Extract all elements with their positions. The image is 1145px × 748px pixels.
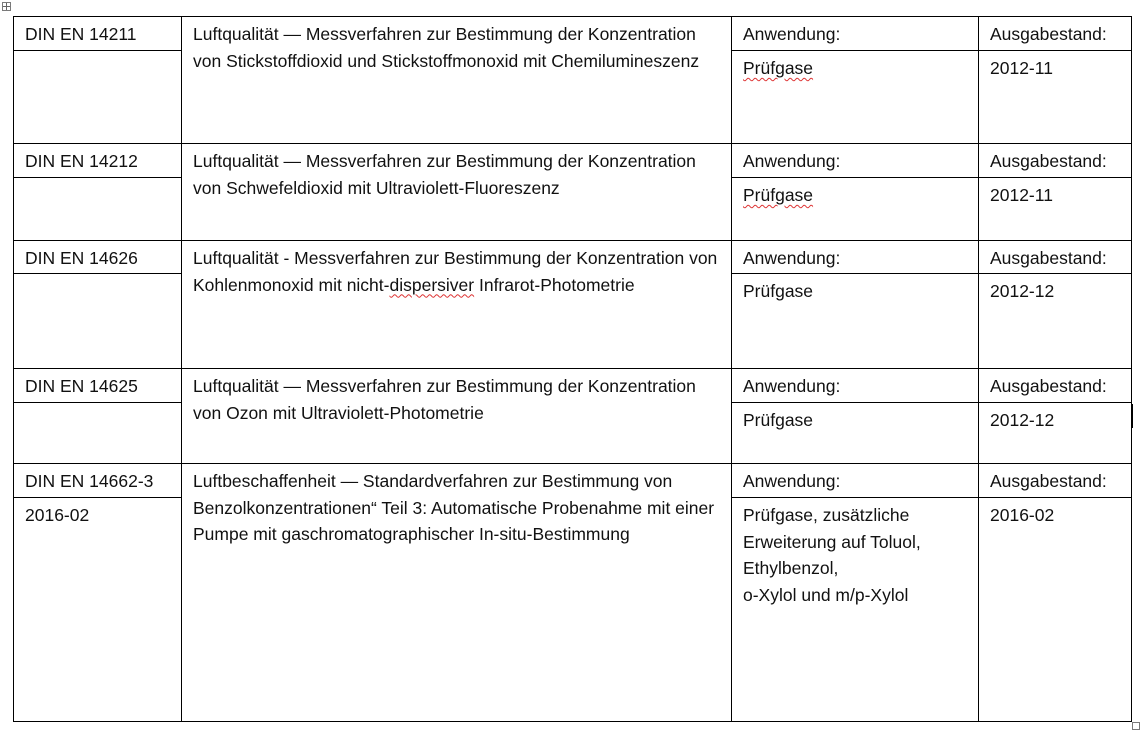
issue-label-cell[interactable]: Ausgabestand: [979,369,1132,403]
application-label-cell[interactable]: Anwendung: [732,241,979,274]
norm-number-cell[interactable]: DIN EN 14212 [14,144,182,178]
application-line: Prüfgase, zusätzliche [743,505,910,525]
application-label-cell[interactable]: Anwendung: [732,144,979,178]
issue-label-cell[interactable]: Ausgabestand: [979,464,1132,498]
title-cell[interactable]: Luftqualität — Messverfahren zur Bestimmung der Konzentration von Stickstoffdioxid und Stickstoffmonoxid mit Chemilumineszenz [182,17,732,144]
norm-number-cell[interactable]: DIN EN 14625 [14,369,182,403]
norm-date-cell[interactable]: 2016-02 [14,498,182,722]
text-cursor [1132,404,1133,428]
title-text: Luftqualität - Messverfahren zur Bestimmung der Konzentration von Kohlenmonoxid mit nicht- [193,248,718,295]
issue-cell[interactable]: 2012-11 [979,178,1132,241]
table-row [14,144,1132,178]
issue-label-cell[interactable]: Ausgabestand: [979,241,1132,274]
title-cell[interactable]: Luftqualität — Messverfahren zur Bestimmung der Konzentration von Ozon mit Ultraviolett-Photometrie [182,369,732,464]
title-text-flagged: dispersiver [389,274,475,295]
table-move-handle-icon[interactable] [2,2,11,11]
application-cell[interactable] [732,498,979,722]
norm-date-cell[interactable] [14,51,182,144]
application-label-cell[interactable]: Anwendung: [732,369,979,403]
norm-date-cell[interactable] [14,274,182,369]
application-label-cell[interactable]: Anwendung: [732,17,979,51]
application-cell[interactable] [732,51,979,144]
title-cell[interactable] [182,241,732,369]
issue-label-cell[interactable]: Ausgabestand: [979,17,1132,51]
application-cell[interactable]: Prüfgase [732,274,979,369]
application-line: Ethylbenzol, [743,558,839,578]
table-row [14,241,1132,274]
norm-number-cell[interactable]: DIN EN 14662-3 [14,464,182,498]
issue-cell[interactable]: 2016-02 [979,498,1132,722]
standards-table [13,16,1132,722]
norm-date-cell[interactable] [14,403,182,464]
table-row [14,464,1132,498]
application-line: o-Xylol und m/p-Xylol [743,584,909,605]
issue-cell[interactable]: 2012-12 [979,274,1132,369]
application-label-cell[interactable]: Anwendung: [732,464,979,498]
norm-date-cell[interactable] [14,178,182,241]
norm-number-cell[interactable]: DIN EN 14626 [14,241,182,274]
table-row [14,17,1132,51]
title-cell[interactable]: Luftqualität — Messverfahren zur Bestimmung der Konzentration von Schwefeldioxid mit Ultraviolett-Fluoreszenz [182,144,732,241]
title-text: Infrarot-Photometrie [474,274,635,295]
application-text: Prüfgase [743,185,814,205]
application-line: Erweiterung auf Toluol, [743,531,921,552]
table-resize-handle-icon[interactable] [1132,722,1140,730]
application-cell[interactable]: Prüfgase [732,403,979,464]
norm-number-cell[interactable]: DIN EN 14211 [14,17,182,51]
table-row [14,369,1132,403]
application-cell[interactable] [732,178,979,241]
application-text: Prüfgase [743,58,814,78]
title-cell[interactable]: Luftbeschaffenheit — Standardverfahren zur Bestimmung von Benzolkonzentrationen“ Teil 3: Automatische Probenahme mit einer Pumpe mit gaschromatographischer In-situ-Bestimmung [182,464,732,722]
issue-label-cell[interactable]: Ausgabestand: [979,144,1132,178]
issue-cell[interactable]: 2012-11 [979,51,1132,144]
issue-cell[interactable]: 2012-12 [979,403,1132,464]
